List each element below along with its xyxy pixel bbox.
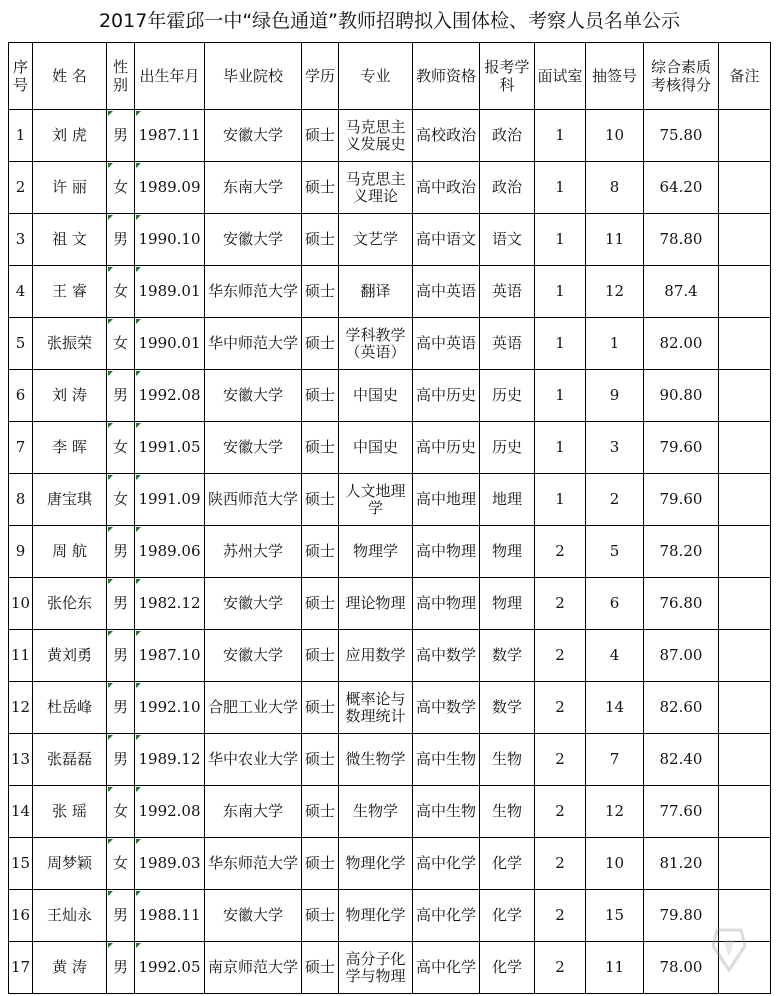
- cell-birth: 1991.05: [135, 422, 205, 474]
- header-birth: 出生年月: [135, 43, 205, 110]
- cell-school: 安徽大学: [205, 578, 302, 630]
- cell-major: 理论物理: [339, 578, 413, 630]
- cell-gender: 女: [107, 474, 135, 526]
- cell-seq: 1: [9, 110, 33, 162]
- table-header: [9, 43, 771, 110]
- cell-name: 黄刘勇: [33, 630, 107, 682]
- table-row: [9, 370, 771, 422]
- cell-score: 64.20: [644, 162, 719, 214]
- cell-name: 刘 虎: [33, 110, 107, 162]
- cell-gender: 男: [107, 682, 135, 734]
- table-row: [9, 318, 771, 370]
- cell-remark: [719, 318, 771, 370]
- cell-gender: 男: [107, 526, 135, 578]
- cell-remark: [719, 422, 771, 474]
- cell-gender: 男: [107, 890, 135, 942]
- cell-remark: [719, 526, 771, 578]
- cell-degree: 硕士: [302, 734, 339, 786]
- cell-draw: 12: [586, 266, 644, 318]
- cell-seq: 9: [9, 526, 33, 578]
- cell-remark: [719, 630, 771, 682]
- cell-room: 2: [535, 682, 586, 734]
- cell-degree: 硕士: [302, 838, 339, 890]
- cell-draw: 7: [586, 734, 644, 786]
- cell-school: 华中师范大学: [205, 318, 302, 370]
- cell-name: 李 晖: [33, 422, 107, 474]
- cell-remark: [719, 682, 771, 734]
- cell-gender: 男: [107, 214, 135, 266]
- cell-draw: 10: [586, 838, 644, 890]
- cell-room: 1: [535, 162, 586, 214]
- cell-draw: 3: [586, 422, 644, 474]
- cell-degree: 硕士: [302, 214, 339, 266]
- cell-room: 2: [535, 734, 586, 786]
- cell-name: 张 瑶: [33, 786, 107, 838]
- cell-qualification: 高中地理: [413, 474, 480, 526]
- cell-qualification: 高中英语: [413, 318, 480, 370]
- cell-score: 78.00: [644, 942, 719, 994]
- cell-score: 77.60: [644, 786, 719, 838]
- cell-birth: 1992.08: [135, 786, 205, 838]
- watermark-icon: [709, 926, 749, 974]
- cell-remark: [719, 110, 771, 162]
- cell-degree: 硕士: [302, 942, 339, 994]
- cell-score: 75.80: [644, 110, 719, 162]
- cell-gender: 女: [107, 266, 135, 318]
- cell-name: 周 航: [33, 526, 107, 578]
- table-row: [9, 526, 771, 578]
- header-seq: 序号: [9, 43, 33, 110]
- table-row: [9, 630, 771, 682]
- cell-name: 杜岳峰: [33, 682, 107, 734]
- cell-draw: 8: [586, 162, 644, 214]
- cell-birth: 1987.10: [135, 630, 205, 682]
- cell-birth: 1989.03: [135, 838, 205, 890]
- cell-subject: 化学: [480, 890, 535, 942]
- cell-subject: 地理: [480, 474, 535, 526]
- cell-seq: 17: [9, 942, 33, 994]
- cell-name: 唐宝琪: [33, 474, 107, 526]
- cell-major: 翻译: [339, 266, 413, 318]
- header-remark: 备注: [719, 43, 771, 110]
- cell-draw: 6: [586, 578, 644, 630]
- table-row: [9, 682, 771, 734]
- cell-school: 合肥工业大学: [205, 682, 302, 734]
- cell-subject: 化学: [480, 942, 535, 994]
- cell-school: 安徽大学: [205, 370, 302, 422]
- cell-degree: 硕士: [302, 110, 339, 162]
- cell-score: 79.60: [644, 422, 719, 474]
- cell-school: 华中农业大学: [205, 734, 302, 786]
- cell-draw: 10: [586, 110, 644, 162]
- cell-qualification: 高中物理: [413, 526, 480, 578]
- cell-qualification: 高校政治: [413, 110, 480, 162]
- cell-remark: [719, 370, 771, 422]
- table-row: [9, 734, 771, 786]
- cell-qualification: 高中数学: [413, 630, 480, 682]
- cell-seq: 5: [9, 318, 33, 370]
- cell-draw: 5: [586, 526, 644, 578]
- cell-major: 人文地理学: [339, 474, 413, 526]
- cell-qualification: 高中生物: [413, 734, 480, 786]
- header-qualification: 教师资格: [413, 43, 480, 110]
- cell-degree: 硕士: [302, 682, 339, 734]
- cell-subject: 数学: [480, 630, 535, 682]
- cell-score: 78.80: [644, 214, 719, 266]
- cell-seq: 14: [9, 786, 33, 838]
- cell-gender: 男: [107, 734, 135, 786]
- cell-room: 2: [535, 890, 586, 942]
- cell-qualification: 高中历史: [413, 422, 480, 474]
- cell-seq: 4: [9, 266, 33, 318]
- cell-remark: [719, 474, 771, 526]
- cell-room: 2: [535, 942, 586, 994]
- cell-score: 82.00: [644, 318, 719, 370]
- cell-qualification: 高中政治: [413, 162, 480, 214]
- cell-school: 安徽大学: [205, 214, 302, 266]
- cell-score: 82.60: [644, 682, 719, 734]
- cell-draw: 15: [586, 890, 644, 942]
- cell-remark: [719, 734, 771, 786]
- cell-qualification: 高中化学: [413, 942, 480, 994]
- cell-birth: 1991.09: [135, 474, 205, 526]
- cell-seq: 13: [9, 734, 33, 786]
- cell-seq: 12: [9, 682, 33, 734]
- cell-score: 82.40: [644, 734, 719, 786]
- cell-room: 2: [535, 526, 586, 578]
- cell-name: 张伦东: [33, 578, 107, 630]
- cell-degree: 硕士: [302, 474, 339, 526]
- cell-room: 1: [535, 370, 586, 422]
- cell-qualification: 高中化学: [413, 838, 480, 890]
- cell-gender: 女: [107, 838, 135, 890]
- header-draw: 抽签号: [586, 43, 644, 110]
- cell-degree: 硕士: [302, 890, 339, 942]
- cell-birth: 1992.10: [135, 682, 205, 734]
- cell-seq: 16: [9, 890, 33, 942]
- cell-degree: 硕士: [302, 422, 339, 474]
- cell-birth: 1989.06: [135, 526, 205, 578]
- table-row: [9, 266, 771, 318]
- cell-major: 物理化学: [339, 838, 413, 890]
- header-name: 姓 名: [33, 43, 107, 110]
- cell-draw: 11: [586, 942, 644, 994]
- table-row: [9, 162, 771, 214]
- candidate-table: [8, 42, 771, 994]
- cell-gender: 男: [107, 110, 135, 162]
- cell-major: 文艺学: [339, 214, 413, 266]
- cell-degree: 硕士: [302, 786, 339, 838]
- cell-subject: 数学: [480, 682, 535, 734]
- cell-room: 1: [535, 422, 586, 474]
- cell-school: 南京师范大学: [205, 942, 302, 994]
- cell-subject: 生物: [480, 786, 535, 838]
- cell-major: 物理化学: [339, 890, 413, 942]
- cell-name: 周梦颖: [33, 838, 107, 890]
- cell-degree: 硕士: [302, 630, 339, 682]
- cell-major: 马克思主义发展史: [339, 110, 413, 162]
- cell-name: 刘 涛: [33, 370, 107, 422]
- cell-subject: 政治: [480, 162, 535, 214]
- cell-birth: 1992.05: [135, 942, 205, 994]
- cell-birth: 1990.01: [135, 318, 205, 370]
- cell-gender: 女: [107, 422, 135, 474]
- cell-subject: 英语: [480, 318, 535, 370]
- cell-degree: 硕士: [302, 162, 339, 214]
- cell-name: 许 丽: [33, 162, 107, 214]
- cell-gender: 女: [107, 786, 135, 838]
- cell-remark: [719, 266, 771, 318]
- table-row: [9, 786, 771, 838]
- cell-gender: 男: [107, 942, 135, 994]
- table-row: [9, 578, 771, 630]
- cell-subject: 语文: [480, 214, 535, 266]
- cell-gender: 女: [107, 318, 135, 370]
- cell-seq: 10: [9, 578, 33, 630]
- cell-seq: 11: [9, 630, 33, 682]
- cell-school: 东南大学: [205, 786, 302, 838]
- cell-major: 高分子化学与物理: [339, 942, 413, 994]
- cell-school: 华东师范大学: [205, 838, 302, 890]
- cell-remark: [719, 786, 771, 838]
- cell-birth: 1990.10: [135, 214, 205, 266]
- cell-gender: 男: [107, 578, 135, 630]
- cell-seq: 6: [9, 370, 33, 422]
- cell-degree: 硕士: [302, 266, 339, 318]
- cell-seq: 7: [9, 422, 33, 474]
- cell-qualification: 高中数学: [413, 682, 480, 734]
- cell-subject: 政治: [480, 110, 535, 162]
- cell-qualification: 高中物理: [413, 578, 480, 630]
- cell-major: 学科教学（英语）: [339, 318, 413, 370]
- header-row: [9, 43, 771, 110]
- cell-qualification: 高中历史: [413, 370, 480, 422]
- cell-seq: 8: [9, 474, 33, 526]
- cell-room: 1: [535, 110, 586, 162]
- cell-room: 2: [535, 786, 586, 838]
- cell-seq: 15: [9, 838, 33, 890]
- cell-gender: 男: [107, 630, 135, 682]
- page-title: 2017年霍邱一中“绿色通道”教师招聘拟入围体检、考察人员名单公示: [98, 10, 681, 32]
- cell-degree: 硕士: [302, 370, 339, 422]
- cell-subject: 历史: [480, 370, 535, 422]
- cell-score: 87.4: [644, 266, 719, 318]
- cell-degree: 硕士: [302, 526, 339, 578]
- cell-subject: 物理: [480, 526, 535, 578]
- cell-subject: 历史: [480, 422, 535, 474]
- cell-birth: 1989.01: [135, 266, 205, 318]
- cell-major: 中国史: [339, 422, 413, 474]
- cell-birth: 1988.11: [135, 890, 205, 942]
- table-row: [9, 942, 771, 994]
- header-major: 专业: [339, 43, 413, 110]
- cell-seq: 2: [9, 162, 33, 214]
- cell-score: 90.80: [644, 370, 719, 422]
- header-gender: 性别: [107, 43, 135, 110]
- header-subject: 报考学科: [480, 43, 535, 110]
- cell-draw: 14: [586, 682, 644, 734]
- cell-major: 马克思主义理论: [339, 162, 413, 214]
- table-row: [9, 110, 771, 162]
- cell-birth: 1989.09: [135, 162, 205, 214]
- cell-draw: 1: [586, 318, 644, 370]
- cell-score: 81.20: [644, 838, 719, 890]
- cell-major: 物理学: [339, 526, 413, 578]
- cell-school: 东南大学: [205, 162, 302, 214]
- cell-subject: 英语: [480, 266, 535, 318]
- cell-school: 安徽大学: [205, 422, 302, 474]
- cell-qualification: 高中生物: [413, 786, 480, 838]
- cell-remark: [719, 578, 771, 630]
- cell-draw: 11: [586, 214, 644, 266]
- cell-gender: 男: [107, 370, 135, 422]
- cell-birth: 1987.11: [135, 110, 205, 162]
- cell-score: 79.60: [644, 474, 719, 526]
- cell-school: 苏州大学: [205, 526, 302, 578]
- cell-birth: 1989.12: [135, 734, 205, 786]
- cell-qualification: 高中语文: [413, 214, 480, 266]
- cell-score: 78.20: [644, 526, 719, 578]
- cell-draw: 4: [586, 630, 644, 682]
- table-row: [9, 214, 771, 266]
- cell-subject: 物理: [480, 578, 535, 630]
- cell-room: 1: [535, 318, 586, 370]
- cell-remark: [719, 214, 771, 266]
- cell-qualification: 高中英语: [413, 266, 480, 318]
- header-room: 面试室: [535, 43, 586, 110]
- cell-remark: [719, 162, 771, 214]
- table-row: [9, 474, 771, 526]
- cell-subject: 化学: [480, 838, 535, 890]
- cell-score: 87.00: [644, 630, 719, 682]
- cell-draw: 2: [586, 474, 644, 526]
- cell-score: 76.80: [644, 578, 719, 630]
- cell-major: 应用数学: [339, 630, 413, 682]
- cell-score: 79.80: [644, 890, 719, 942]
- cell-subject: 生物: [480, 734, 535, 786]
- cell-birth: 1982.12: [135, 578, 205, 630]
- cell-draw: 9: [586, 370, 644, 422]
- cell-name: 张振荣: [33, 318, 107, 370]
- cell-name: 张磊磊: [33, 734, 107, 786]
- cell-degree: 硕士: [302, 318, 339, 370]
- header-degree: 学历: [302, 43, 339, 110]
- header-score: 综合素质考核得分: [644, 43, 719, 110]
- cell-birth: 1992.08: [135, 370, 205, 422]
- cell-seq: 3: [9, 214, 33, 266]
- cell-room: 2: [535, 578, 586, 630]
- cell-name: 王灿永: [33, 890, 107, 942]
- cell-name: 祖 文: [33, 214, 107, 266]
- cell-room: 1: [535, 214, 586, 266]
- cell-room: 1: [535, 266, 586, 318]
- cell-room: 2: [535, 838, 586, 890]
- cell-school: 安徽大学: [205, 630, 302, 682]
- cell-gender: 女: [107, 162, 135, 214]
- cell-name: 黄 涛: [33, 942, 107, 994]
- cell-name: 王 睿: [33, 266, 107, 318]
- cell-school: 安徽大学: [205, 110, 302, 162]
- cell-school: 陕西师范大学: [205, 474, 302, 526]
- cell-draw: 12: [586, 786, 644, 838]
- table-body: [9, 110, 771, 994]
- table-row: [9, 422, 771, 474]
- cell-school: 华东师范大学: [205, 266, 302, 318]
- cell-major: 概率论与数理统计: [339, 682, 413, 734]
- cell-school: 安徽大学: [205, 890, 302, 942]
- header-school: 毕业院校: [205, 43, 302, 110]
- cell-room: 1: [535, 474, 586, 526]
- cell-degree: 硕士: [302, 578, 339, 630]
- cell-major: 微生物学: [339, 734, 413, 786]
- cell-remark: [719, 838, 771, 890]
- cell-major: 生物学: [339, 786, 413, 838]
- cell-room: 2: [535, 630, 586, 682]
- table-row: [9, 890, 771, 942]
- table-row: [9, 838, 771, 890]
- cell-major: 中国史: [339, 370, 413, 422]
- cell-qualification: 高中化学: [413, 890, 480, 942]
